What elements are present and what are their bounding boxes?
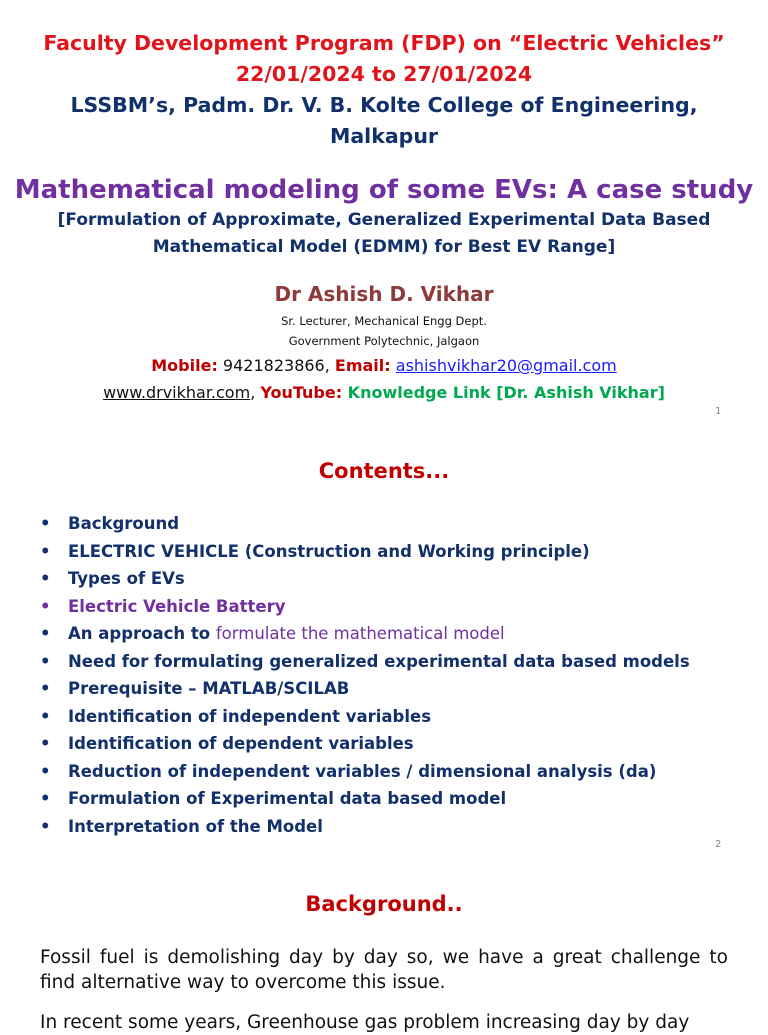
contents-item [40,679,349,698]
bullet-icon: • [40,816,51,836]
mobile-number: 9421823866, [217,356,335,375]
author-designation: Sr. Lecturer, Mechanical Engg Dept. [281,314,487,328]
bullet-icon: • [40,706,51,726]
contents-item [40,624,505,643]
contents-item-text: Interpretation of the Model [68,816,323,836]
email-label: Email: [334,356,391,375]
college-name: LSSBM’s, Padm. Dr. V. B. Kolte College of Engineering, [70,93,698,117]
contact-line [0,356,768,375]
web-line [0,383,768,402]
mobile-label: Mobile: [151,356,218,375]
contents-item [40,514,179,533]
contents-item-text: Formulation of Experimental data based model [68,789,507,808]
author-institute: Government Polytechnic, Jalgaon [288,334,480,348]
bullet-icon: • [40,651,51,671]
bullet-icon: • [40,789,51,808]
contents-item [40,734,414,753]
youtube-label: YouTube: [260,383,343,402]
bullet-icon: • [40,596,51,616]
talk-title: Mathematical modeling of some EVs: A case study [14,175,754,205]
contents-item-highlight: formulate the mathematical model [215,624,505,643]
contents-item-text: ELECTRIC VEHICLE (Construction and Working principle) [68,541,590,561]
website-link[interactable]: www.drvikhar.com [103,383,251,402]
contents-item-text: Types of EVs [68,569,185,588]
bullet-icon: • [40,734,51,753]
contents-item [40,569,185,588]
contents-item [40,762,656,781]
contents-item [40,652,690,671]
contents-item [40,707,431,726]
bullet-icon: • [40,569,51,588]
bullet-icon: • [40,514,51,533]
contents-item-text: An approach to [68,624,216,643]
page-number-1: 1 [715,406,722,417]
bullet-icon: • [40,624,51,643]
fdp-dates: 22/01/2024 to 27/01/2024 [235,62,533,86]
contents-item-text: Background [68,514,180,533]
page-number-2: 2 [715,839,722,850]
contents-item-text: Identification of dependent variables [68,734,414,753]
web-separator: , [250,383,261,402]
background-paragraph-2: In recent some years, Greenhouse gas problem increasing day by day [40,1012,690,1033]
talk-subtitle-line2: Mathematical Model (EDMM) for Best EV Range] [152,237,616,257]
youtube-channel: Knowledge Link [Dr. Ashish Vikhar] [342,383,665,402]
bullet-icon: • [40,761,51,781]
email-link[interactable]: ashishvikhar20@gmail.com [395,356,617,375]
contents-item-text: Need for formulating generalized experimental data based models [68,651,690,671]
contents-item-text: Identification of independent variables [68,706,432,726]
author-name: Dr Ashish D. Vikhar [274,282,494,306]
contents-item [40,817,323,836]
contents-item-text: Electric Vehicle Battery [68,596,286,616]
contents-item [40,542,590,561]
contents-item [40,597,286,616]
background-paragraph-1: Fossil fuel is demolishing day by day so, we have a great challenge to find alternative way to overcome this issue. [40,947,728,993]
contents-item-text: Prerequisite – MATLAB/SCILAB [68,679,350,698]
contents-item [40,789,506,808]
talk-subtitle-line1: [Formulation of Approximate, Generalized Experimental Data Based [57,210,711,230]
contents-heading: Contents... [318,459,450,483]
college-location: Malkapur [329,124,439,148]
fdp-title: Faculty Development Program (FDP) on “Electric Vehicles” [43,31,725,55]
background-heading: Background.. [305,892,463,916]
bullet-icon: • [40,679,51,698]
bullet-icon: • [40,541,51,561]
contents-item-text: Reduction of independent variables / dimensional analysis (da) [68,761,657,781]
